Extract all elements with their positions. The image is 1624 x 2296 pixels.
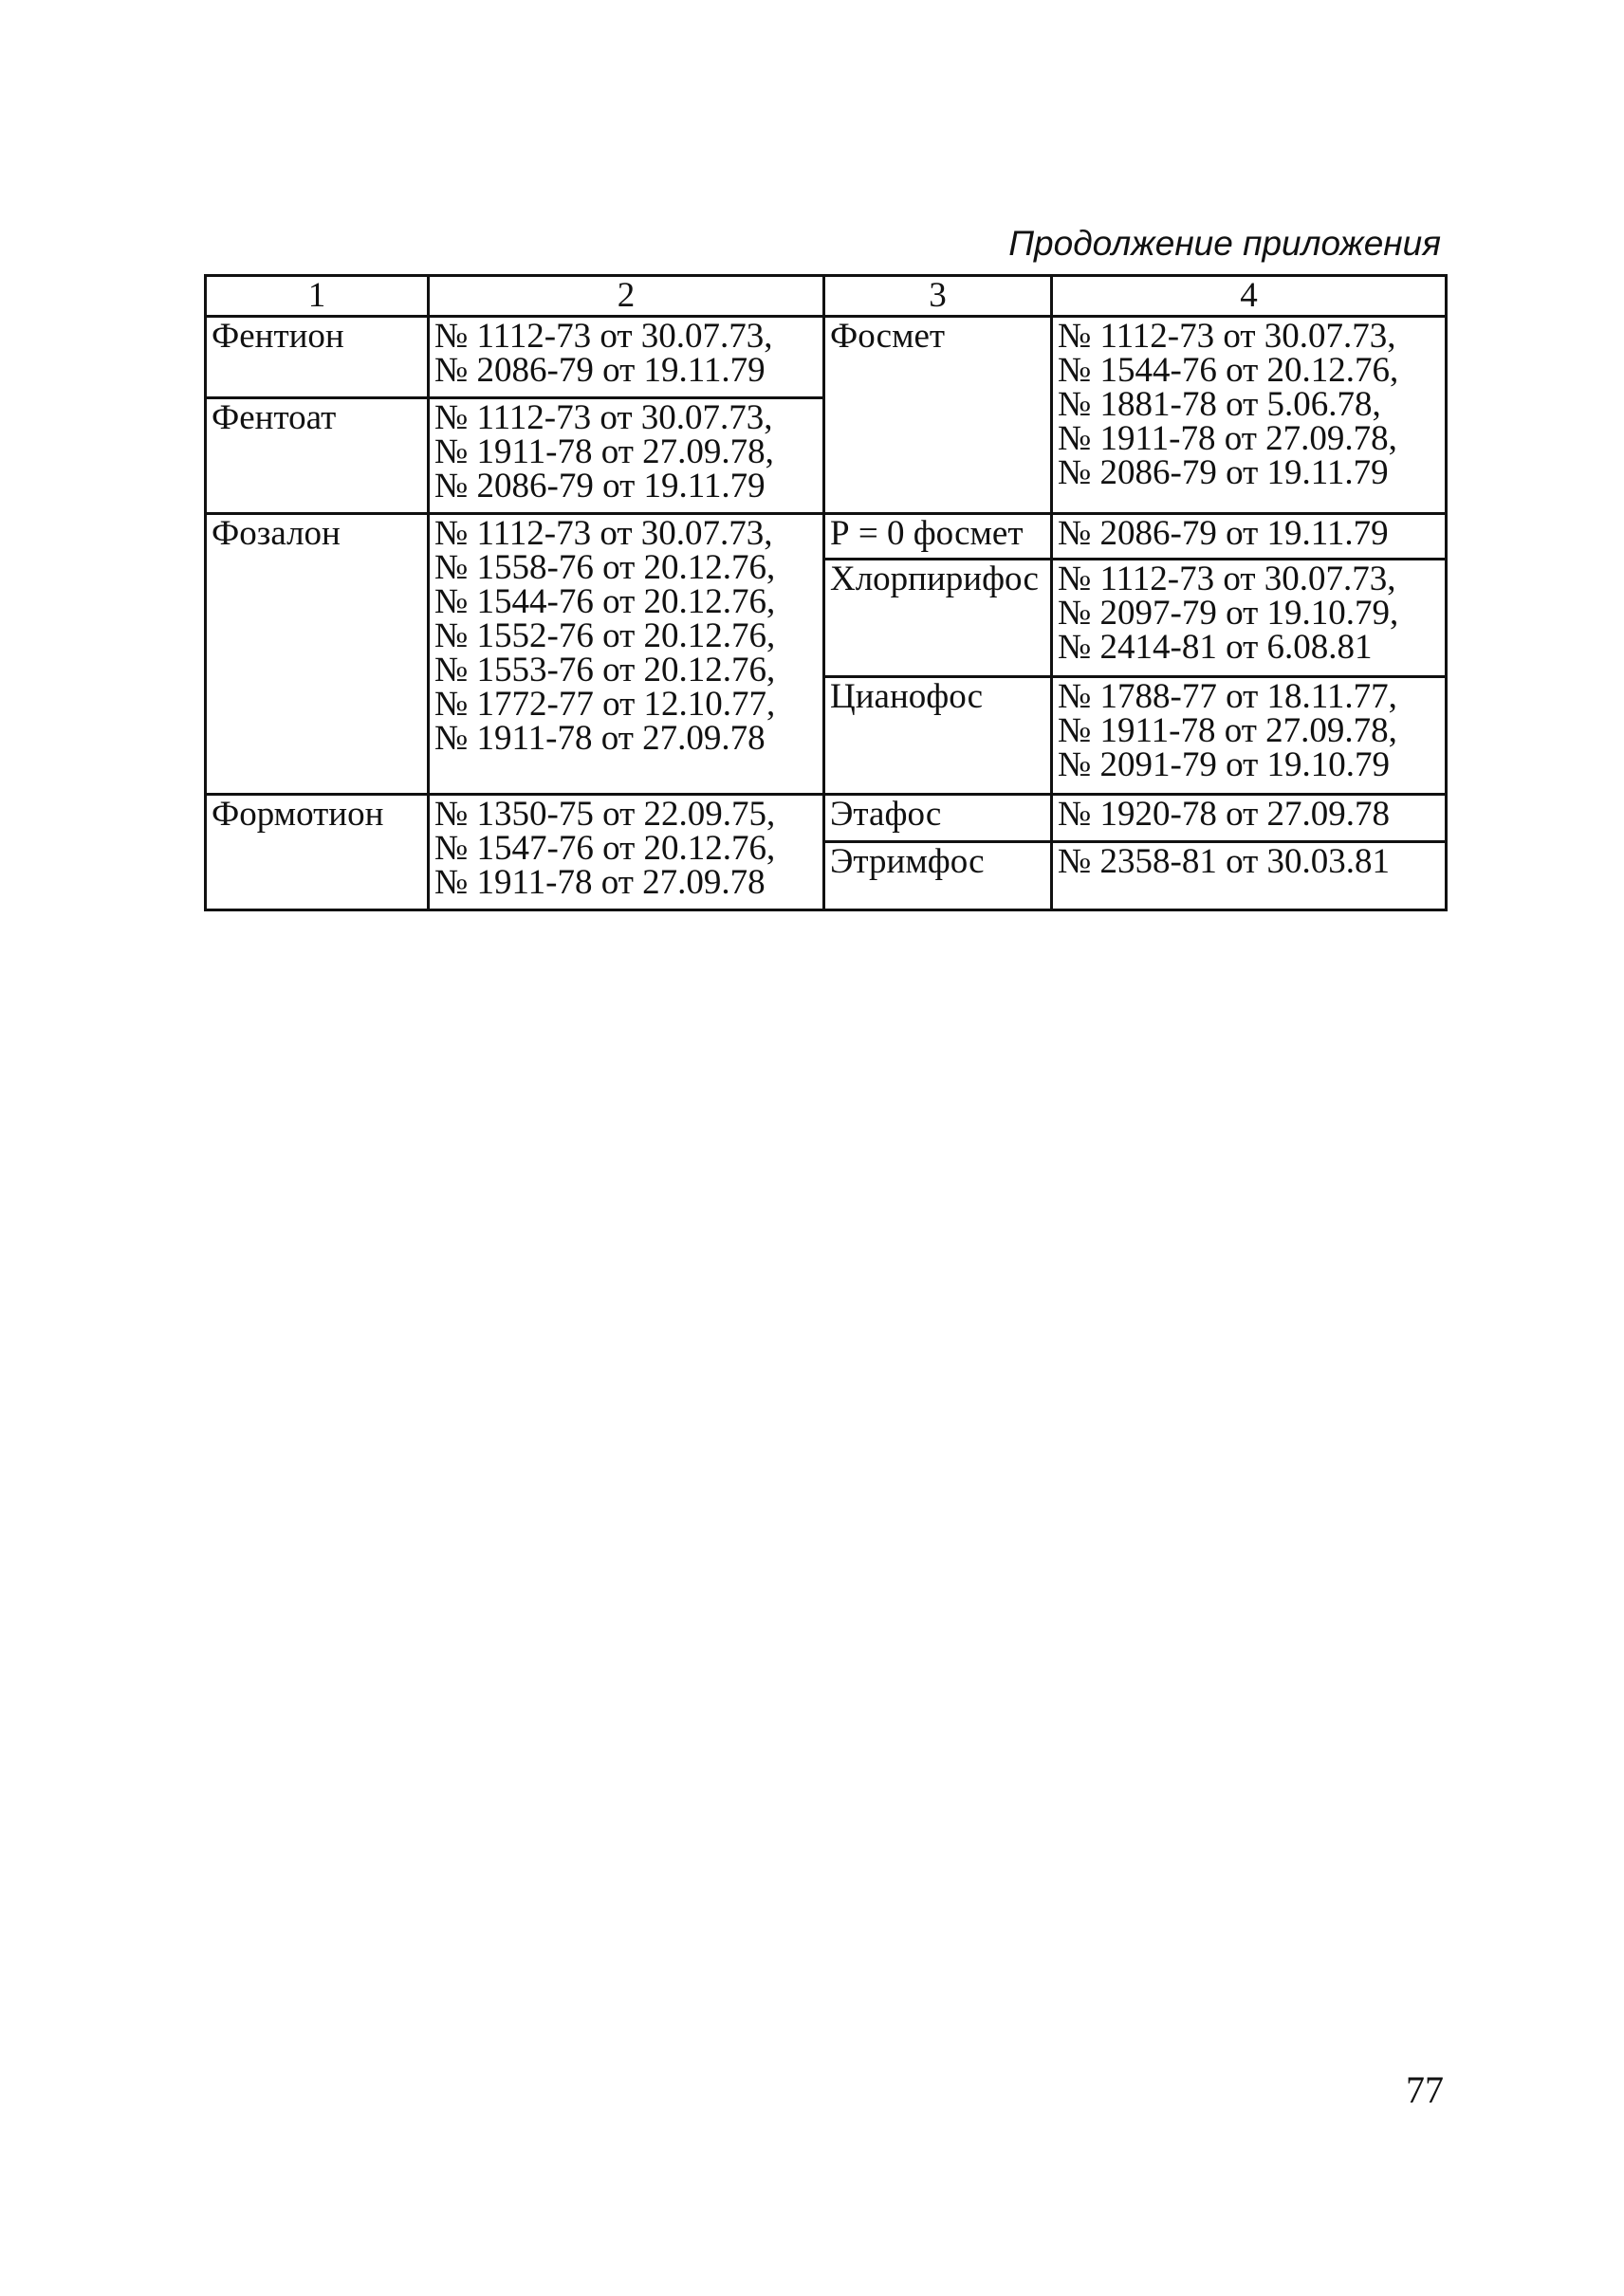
compound-name-chlorpyrifos: Хлорпирифос bbox=[824, 560, 1052, 677]
reference-line: № 1552-76 от 20.12.76, bbox=[434, 616, 776, 655]
compound-name-fention: Фентион bbox=[206, 317, 429, 398]
reference-line: № 1112-73 от 30.07.73, bbox=[434, 398, 773, 437]
reference-line: № 2091-79 от 19.10.79 bbox=[1058, 745, 1391, 784]
reference-line: № 1553-76 от 20.12.76, bbox=[434, 651, 776, 689]
reference-line: № 1544-76 от 20.12.76, bbox=[434, 582, 776, 621]
reference-line: № 2086-79 от 19.11.79 bbox=[1058, 514, 1389, 553]
reference-line: № 1112-73 от 30.07.73, bbox=[434, 514, 773, 553]
reference-line: № 2358-81 от 30.03.81 bbox=[1058, 842, 1391, 881]
column-header-1: 1 bbox=[206, 276, 429, 317]
compound-refs-p0-fosmet bbox=[1052, 514, 1447, 560]
compound-name-fozalon: Фозалон bbox=[206, 514, 429, 795]
reference-line: № 1911-78 от 27.09.78 bbox=[434, 719, 766, 758]
compound-refs-formothion bbox=[429, 795, 824, 910]
compound-refs-fentoat bbox=[429, 398, 824, 514]
reference-line: № 1911-78 от 27.09.78, bbox=[1058, 419, 1397, 458]
table-header-row bbox=[206, 276, 1447, 317]
reference-line: № 1772-77 от 12.10.77, bbox=[434, 685, 776, 724]
reference-line: № 1350-75 от 22.09.75, bbox=[434, 795, 776, 834]
compound-refs-fozalon bbox=[429, 514, 824, 795]
reference-line: № 1911-78 от 27.09.78 bbox=[434, 863, 766, 902]
reference-line: № 1920-78 от 27.09.78 bbox=[1058, 795, 1391, 834]
column-header-3: 3 bbox=[824, 276, 1052, 317]
compound-name-fentoat: Фентоат bbox=[206, 398, 429, 514]
compound-refs-etafos bbox=[1052, 795, 1447, 842]
reference-line: № 1544-76 от 20.12.76, bbox=[1058, 351, 1399, 390]
reference-line: № 1788-77 от 18.11.77, bbox=[1058, 677, 1397, 716]
compound-name-fosmet: Фосмет bbox=[824, 317, 1052, 514]
table-row bbox=[206, 317, 1447, 398]
reference-line: № 2414-81 от 6.08.81 bbox=[1058, 628, 1373, 667]
reference-line: № 2086-79 от 19.11.79 bbox=[434, 351, 766, 390]
reference-line: № 1547-76 от 20.12.76, bbox=[434, 829, 776, 868]
reference-line: № 2086-79 от 19.11.79 bbox=[1058, 453, 1389, 492]
column-header-4: 4 bbox=[1052, 276, 1447, 317]
appendix-table bbox=[204, 274, 1448, 911]
compound-name-cyanofos: Цианофос bbox=[824, 677, 1052, 795]
compound-name-etafos: Этафос bbox=[824, 795, 1052, 842]
continuation-label: Продолжение приложения bbox=[1008, 224, 1441, 263]
reference-line: № 1558-76 от 20.12.76, bbox=[434, 548, 776, 587]
reference-line: № 1112-73 от 30.07.73, bbox=[1058, 317, 1396, 356]
reference-line: № 2086-79 от 19.11.79 bbox=[434, 467, 766, 505]
reference-line: № 1112-73 от 30.07.73, bbox=[434, 317, 773, 356]
compound-name-formothion: Формотион bbox=[206, 795, 429, 910]
reference-line: № 2097-79 от 19.10.79, bbox=[1058, 594, 1399, 633]
reference-line: № 1881-78 от 5.06.78, bbox=[1058, 385, 1381, 424]
page-number: 77 bbox=[1406, 2068, 1444, 2111]
compound-refs-cyanofos bbox=[1052, 677, 1447, 795]
compound-refs-fention bbox=[429, 317, 824, 398]
table-row bbox=[206, 795, 1447, 842]
reference-line: № 1911-78 от 27.09.78, bbox=[1058, 711, 1397, 750]
compound-name-etrimfos: Этримфос bbox=[824, 842, 1052, 910]
table-row bbox=[206, 514, 1447, 560]
reference-line: № 1911-78 от 27.09.78, bbox=[434, 432, 774, 471]
compound-refs-fosmet bbox=[1052, 317, 1447, 514]
reference-line: № 1112-73 от 30.07.73, bbox=[1058, 560, 1396, 598]
compound-refs-etrimfos bbox=[1052, 842, 1447, 910]
compound-refs-chlorpyrifos bbox=[1052, 560, 1447, 677]
column-header-2: 2 bbox=[429, 276, 824, 317]
compound-name-p0-fosmet: Р = 0 фосмет bbox=[824, 514, 1052, 560]
